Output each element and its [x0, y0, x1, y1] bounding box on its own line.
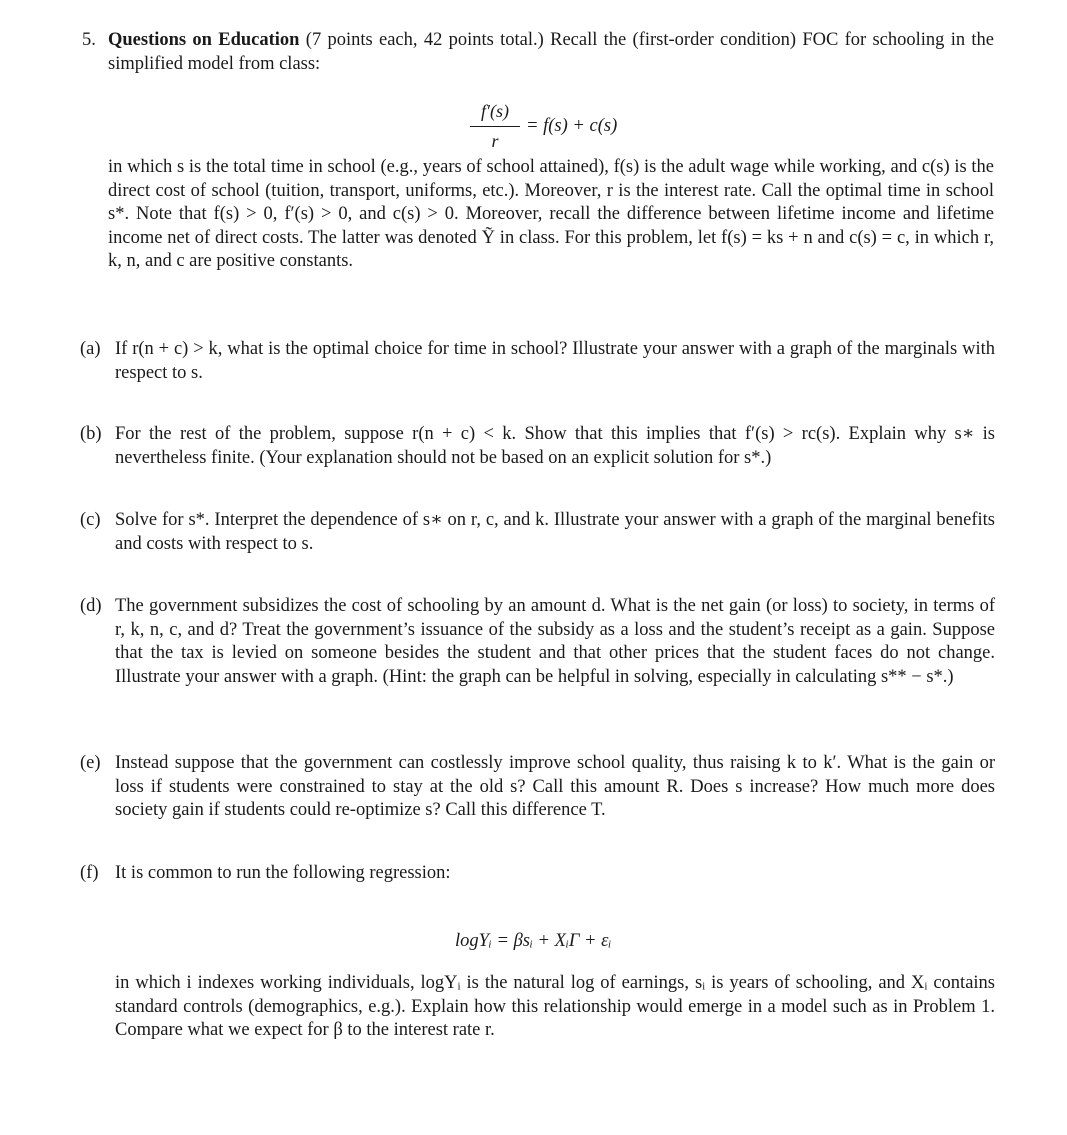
question-intro: Recall the (first-order condition) FOC for schooling in the simplified model from class: [108, 30, 995, 74]
question-body: in which s is the total time in school (e.g., years of school attained), f(s) is the adult wage while working, and c(s) is the direct cost of school (tuition, transport, uniforms, etc.). Moreover, r is the interest rate. Call the optimal time in school s*. Note that f(s) > 0, f′(s) > 0, and c(s) > 0. Moreover, recall the difference between lifetime income and lifetime income net of direct costs. The latter was denoted Ỹ in class. For this problem, let f(s) = ks + n and c(s) = c, in which r, k, n, and c are positive constants. [108, 157, 994, 271]
foc-rhs: = f(s) + c(s) [526, 116, 618, 136]
part-d-text: The government subsidizes the cost of schooling by an amount d. What is the net gain (or loss) to society, in terms of r, k, n, c, and d? Treat the government’s issuance of the subsidy as a loss and the student’s receipt as a gain. Suppose that the tax is levied on someone besides the student and that other prices that the student faces do not change. Illustrate your answer with a graph. (Hint: the graph can be helpful in solving, especially in calculating s** − s*.) [115, 596, 995, 687]
part-c-label: (c) [80, 510, 101, 530]
regression-explanation: in which i indexes working individuals, logYᵢ is the natural log of earnings, sᵢ is years of schooling, and Xᵢ contains standard controls (demographics, e.g.). Explain how this relationship would emerge in a model such as in Problem 1. Compare what we expect for β to the interest rate r. [115, 973, 995, 1040]
part-e-text: Instead suppose that the government can costlessly improve school quality, thus raising k to k′. What is the gain or loss if students were constrained to stay at the old s? Call this amount R. Does s increase? How much more does society gain if students could re-optimize s? Call this difference T. [115, 753, 995, 820]
fraction-bar [470, 126, 520, 127]
part-b-label: (b) [80, 424, 102, 444]
part-d-label: (d) [80, 596, 102, 616]
part-b-text: For the rest of the problem, suppose r(n + c) < k. Show that this implies that f′(s) > rc(s). Explain why s∗ is nevertheless finite. (Your explanation should not be based on an explicit solution for s*.) [115, 424, 995, 468]
regression-equation: logYᵢ = βsᵢ + XᵢΓ + εᵢ [455, 931, 612, 951]
question-title: Questions on Education [108, 30, 300, 50]
question-heading [108, 29, 994, 76]
part-f-label: (f) [80, 863, 99, 883]
part-e-label: (e) [80, 753, 101, 773]
part-a-label: (a) [80, 339, 101, 359]
question-points: (7 points each, 42 points total.) [299, 30, 544, 50]
part-f-text: It is common to run the following regression: [115, 863, 451, 883]
question-number: 5. [82, 30, 96, 50]
foc-numerator: f′(s) [481, 101, 509, 121]
part-a-text: If r(n + c) > k, what is the optimal choice for time in school? Illustrate your answer with a graph of the marginals with respect to s. [115, 339, 995, 383]
part-c-text: Solve for s*. Interpret the dependence of s∗ on r, c, and k. Illustrate your answer with a graph of the marginal benefits and costs with respect to s. [115, 510, 995, 554]
foc-fraction [470, 100, 520, 152]
foc-denominator: r [491, 131, 499, 151]
